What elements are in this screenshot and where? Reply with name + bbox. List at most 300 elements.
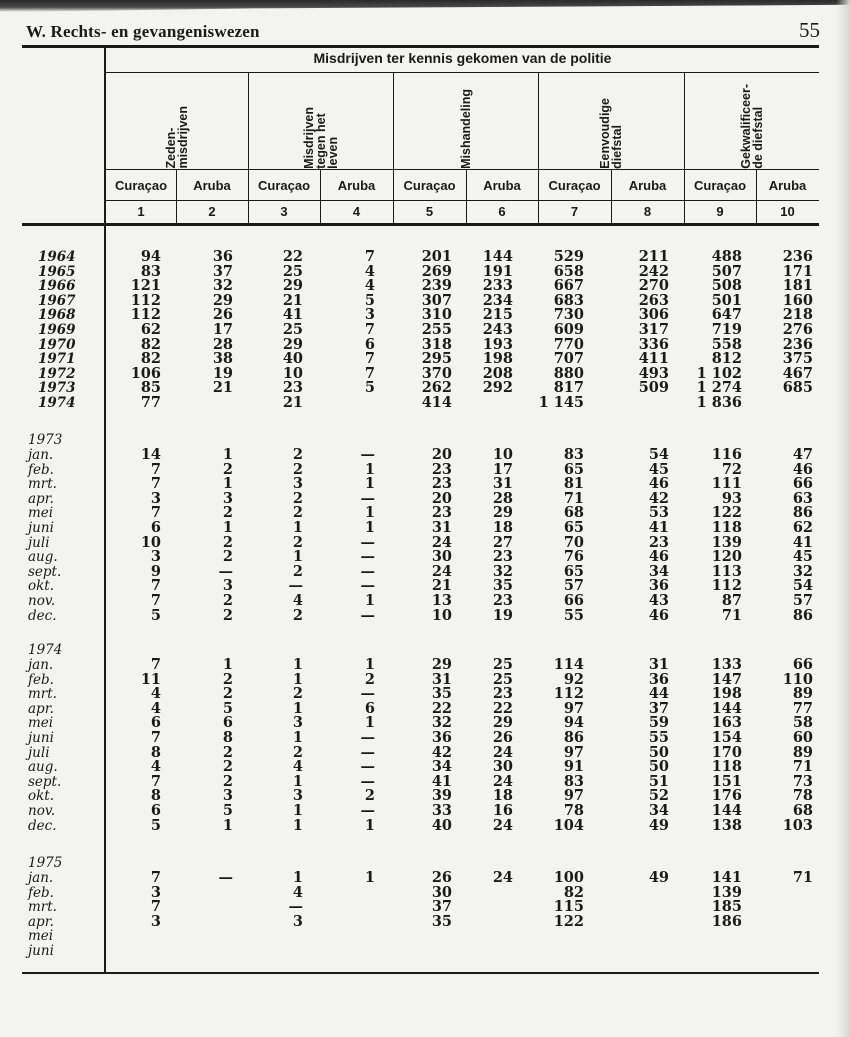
section-year-label: 1974	[28, 642, 63, 658]
table-cell: 1	[292, 772, 303, 790]
table-cell: 42	[648, 489, 669, 507]
table-cell: 7	[150, 577, 161, 595]
table-cell: 3	[222, 577, 233, 595]
table-cell: 93	[721, 489, 742, 507]
table-row	[22, 670, 819, 688]
table-cell: 2	[292, 504, 303, 522]
row-label: juli	[28, 744, 50, 761]
table-cell: 82	[563, 883, 584, 901]
group-header-label: Mishandeling	[458, 89, 473, 169]
table-cell: 83	[563, 446, 584, 463]
table-cell: 68	[792, 801, 813, 819]
scan-edge-shadow	[0, 0, 850, 12]
table-row	[22, 687, 819, 702]
table-cell: 25	[492, 656, 513, 673]
table-cell: 63	[792, 489, 813, 507]
table-cell: 77	[140, 393, 161, 411]
table-cell: 2	[292, 460, 303, 478]
table-cell: 3	[150, 912, 161, 930]
table-cell: 23	[282, 379, 303, 397]
table-cell: 3	[292, 912, 303, 930]
table-cell: 111	[711, 475, 742, 493]
table-cell: 77	[792, 699, 813, 717]
table-cell: 1	[222, 446, 233, 463]
table-cell: 46	[792, 460, 813, 478]
row-label: juni	[28, 729, 54, 746]
table-cell: 239	[421, 277, 452, 295]
table-cell: —	[360, 548, 375, 566]
table-row	[22, 591, 819, 609]
table-cell: 49	[648, 869, 669, 886]
table-cell: 24	[492, 772, 513, 790]
table-cell: —	[218, 869, 233, 886]
table-cell: —	[360, 758, 375, 776]
table-cell: 120	[711, 548, 742, 566]
table-cell: 97	[563, 743, 584, 761]
table-cell: 62	[140, 320, 161, 338]
table-row	[22, 816, 819, 834]
table-cell: 41	[431, 772, 452, 790]
table-row	[22, 728, 819, 746]
table-cell: 306	[638, 306, 669, 324]
table-cell: 29	[282, 277, 303, 295]
table-cell: 151	[711, 772, 742, 790]
table-cell: 5	[150, 606, 161, 624]
table-cell: 112	[130, 306, 161, 324]
row-label: 1970	[38, 336, 76, 353]
row-label: okt.	[28, 788, 55, 805]
table-cell: 81	[563, 475, 584, 493]
table-cell: 1	[292, 816, 303, 834]
table-cell: 10	[431, 606, 452, 624]
table-cell: 29	[282, 335, 303, 353]
table-cell: 3	[292, 714, 303, 732]
table-cell: 17	[492, 460, 513, 478]
column-number: 6	[498, 204, 506, 219]
table-cell: 22	[431, 699, 452, 717]
table-cell: 57	[563, 577, 584, 595]
table-cell: 42	[431, 743, 452, 761]
table-cell: 3	[222, 787, 233, 805]
table-cell: —	[360, 577, 375, 595]
table-cell: 4	[150, 699, 161, 717]
table-cell: 2	[222, 504, 233, 522]
table-row	[22, 743, 819, 761]
row-label: apr.	[28, 490, 54, 507]
table-row	[22, 460, 819, 478]
row-label: 1971	[38, 351, 76, 368]
table-cell: 71	[563, 489, 584, 507]
table-row	[22, 944, 819, 959]
table-cell: 6	[150, 801, 161, 819]
table-cell: 83	[563, 772, 584, 790]
table-cell: 36	[648, 670, 669, 688]
table-cell: 1	[292, 656, 303, 673]
table-row	[22, 716, 819, 731]
table-cell: 1	[292, 670, 303, 688]
table-cell: 106	[130, 364, 161, 382]
table-cell: 1	[364, 816, 375, 834]
table-cell: 78	[792, 787, 813, 805]
table-cell: 83	[140, 262, 161, 280]
table-cell: 21	[282, 291, 303, 309]
table-cell: 10	[282, 364, 303, 382]
table-cell: 292	[482, 379, 513, 397]
table-cell: 2	[292, 489, 303, 507]
table-cell: 2	[292, 743, 303, 761]
table-cell: 307	[421, 291, 452, 309]
table-cell: 186	[711, 912, 742, 930]
table-cell: 25	[282, 262, 303, 280]
table-cell: 176	[711, 787, 742, 805]
table-cell: 647	[711, 306, 742, 324]
row-label: 1973	[38, 380, 76, 397]
table-cell: —	[360, 685, 375, 703]
table-cell: 21	[212, 379, 233, 397]
table-cell: 198	[711, 685, 742, 703]
column-divider	[176, 170, 177, 223]
table-cell: 72	[721, 460, 742, 478]
table-cell: 1	[222, 816, 233, 834]
table-cell: —	[360, 533, 375, 551]
table-cell: 2	[222, 772, 233, 790]
row-label: okt.	[28, 578, 55, 595]
table-cell: 33	[431, 801, 452, 819]
table-cell: —	[360, 743, 375, 761]
table-cell: 270	[638, 277, 669, 295]
running-title: W. Rechts- en gevangeniswezen	[26, 22, 260, 41]
table-cell: 667	[553, 277, 584, 295]
table-cell: 6	[222, 714, 233, 732]
row-label: sept.	[28, 563, 62, 580]
table-row	[22, 477, 819, 492]
table-cell: 85	[140, 379, 161, 397]
table-cell: 310	[421, 306, 452, 324]
table-cell: 30	[431, 548, 452, 566]
table-cell: 49	[648, 816, 669, 834]
row-label: jan.	[28, 657, 54, 673]
table-cell: 2	[364, 787, 375, 805]
row-label: mei	[28, 505, 54, 522]
table-cell: 5	[364, 379, 375, 397]
table-cell: 14	[140, 446, 161, 463]
table-cell: 52	[648, 787, 669, 805]
table-cell: 44	[648, 685, 669, 703]
table-cell: 2	[222, 460, 233, 478]
table-cell: 46	[648, 475, 669, 493]
table-row	[22, 699, 819, 717]
table-cell: 208	[482, 364, 513, 382]
group-divider	[684, 73, 685, 169]
table-cell: 243	[482, 320, 513, 338]
bottom-rule	[22, 972, 819, 974]
table-cell: 41	[792, 533, 813, 551]
table-cell: 6	[364, 699, 375, 717]
group-divider	[393, 73, 394, 169]
column-number: 7	[570, 204, 579, 219]
table-row	[22, 489, 819, 507]
table-cell: 53	[648, 504, 669, 522]
table-cell: 336	[638, 335, 669, 353]
table-cell: 2	[364, 670, 375, 688]
row-label: aug.	[28, 549, 58, 566]
table-row	[22, 871, 819, 886]
table-cell: 21	[282, 393, 303, 411]
column-divider	[538, 170, 539, 223]
table-cell: 31	[492, 475, 513, 493]
table-cell: 76	[563, 548, 584, 566]
table-cell: 318	[421, 335, 452, 353]
table-row	[22, 929, 819, 944]
table-cell: 121	[130, 277, 161, 295]
table-cell: 493	[638, 364, 669, 382]
table-cell: —	[288, 898, 303, 916]
table-cell: 100	[553, 869, 584, 886]
table-cell: 1	[292, 728, 303, 746]
page-edge	[836, 0, 850, 1037]
table-row	[22, 579, 819, 594]
table-cell: 18	[492, 518, 513, 536]
table-cell: 71	[792, 869, 813, 886]
table-cell: 34	[648, 801, 669, 819]
table-cell: 38	[212, 350, 233, 368]
table-cell: 68	[563, 504, 584, 522]
table-cell: 295	[421, 350, 452, 368]
group-header-label: Zeden- misdrijven	[164, 106, 190, 169]
row-label: aug.	[28, 759, 58, 776]
row-label: 1964	[38, 249, 76, 265]
table-cell: 27	[492, 533, 513, 551]
table-cell: 35	[492, 577, 513, 595]
table-cell: 23	[492, 685, 513, 703]
subheader-cell: Curaçao	[693, 178, 747, 193]
table-cell: 242	[638, 262, 669, 280]
table-row	[22, 506, 819, 521]
table-section	[22, 250, 819, 411]
row-label: 1968	[38, 307, 76, 324]
table-cell: 7	[150, 475, 161, 493]
table-cell: 62	[792, 518, 813, 536]
table-cell: 817	[553, 379, 584, 397]
table-cell: 1	[292, 801, 303, 819]
table-cell: 7	[150, 656, 161, 673]
table-cell: 8	[150, 787, 161, 805]
table-cell: 55	[563, 606, 584, 624]
table-section	[22, 856, 819, 959]
column-divider	[466, 170, 467, 223]
table-cell: 24	[492, 816, 513, 834]
group-header-label: Gekwalificeer- de diefstal	[738, 84, 765, 169]
row-label: feb.	[28, 461, 54, 478]
table-cell: 147	[711, 670, 742, 688]
table-cell: 1	[364, 869, 375, 886]
table-cell: 19	[492, 606, 513, 624]
row-label: 1967	[38, 292, 76, 309]
page-number: 55	[799, 18, 820, 42]
table-cell: 233	[482, 277, 513, 295]
subheader-cell: Curaçao	[257, 178, 311, 193]
table-cell: 122	[553, 912, 584, 930]
table-cell: 218	[782, 306, 813, 324]
table-cell: 66	[563, 591, 584, 609]
table-cell: 43	[648, 591, 669, 609]
table-cell: 86	[792, 606, 813, 624]
table-cell: 7	[150, 591, 161, 609]
table-cell: 65	[563, 562, 584, 580]
table-cell: 211	[638, 248, 669, 265]
table-cell: —	[288, 577, 303, 595]
table-cell: 8	[222, 728, 233, 746]
table-cell: 78	[563, 801, 584, 819]
table-cell: 5	[364, 291, 375, 309]
table-cell: 1 145	[538, 393, 584, 411]
table-cell: 2	[292, 446, 303, 463]
subheader-cell: Curaçao	[114, 178, 168, 193]
table-cell: 193	[482, 335, 513, 353]
table-cell: —	[360, 772, 375, 790]
column-divider	[611, 170, 612, 223]
table-cell: 10	[492, 446, 513, 463]
table-cell: 236	[782, 335, 813, 353]
table-cell: —	[218, 562, 233, 580]
table-cell: 3	[150, 489, 161, 507]
subheader-cell: Curaçao	[403, 178, 456, 193]
table-cell: 880	[553, 364, 584, 382]
table-cell: 24	[431, 533, 452, 551]
table-cell: 24	[431, 562, 452, 580]
row-label: feb.	[28, 884, 54, 901]
section-year-label: 1975	[28, 855, 63, 871]
row-label: 1966	[38, 278, 76, 295]
table-cell: 20	[431, 489, 452, 507]
table-cell: —	[360, 489, 375, 507]
table-cell: 110	[782, 670, 813, 688]
table-cell: 40	[282, 350, 303, 368]
table-cell: 36	[212, 248, 233, 265]
table-cell: 6	[150, 518, 161, 536]
table-cell: 6	[364, 335, 375, 353]
table-cell: 7	[150, 898, 161, 916]
table-cell: 9	[150, 562, 161, 580]
table-cell: 163	[711, 714, 742, 732]
table-cell: 269	[421, 262, 452, 280]
column-number: 1	[137, 204, 145, 219]
table-cell: 91	[563, 758, 584, 776]
table-cell: 1 274	[696, 379, 742, 397]
table-cell: 23	[431, 460, 452, 478]
table-cell: 54	[792, 577, 813, 595]
table-cell: 23	[492, 591, 513, 609]
table-cell: 71	[792, 758, 813, 776]
table-cell: 3	[292, 787, 303, 805]
table-cell: 32	[431, 714, 452, 732]
table-cell: 7	[364, 364, 375, 382]
row-label: jan.	[28, 447, 54, 463]
table-cell: 24	[492, 869, 513, 886]
table-cell: 263	[638, 291, 669, 309]
table-cell: 26	[492, 728, 513, 746]
group-header	[106, 73, 248, 169]
table-cell: 7	[364, 248, 375, 265]
table-cell: 276	[782, 320, 813, 338]
table-cell: 370	[421, 364, 452, 382]
table-cell: 112	[711, 577, 742, 595]
table-cell: 1	[364, 714, 375, 732]
table-cell: 3	[150, 883, 161, 901]
table-cell: 51	[648, 772, 669, 790]
table-cell: 37	[431, 898, 452, 916]
table-cell: 34	[648, 562, 669, 580]
group-divider	[248, 73, 249, 169]
table-section	[22, 643, 819, 833]
row-label: dec.	[28, 607, 57, 624]
table-cell: 215	[482, 306, 513, 324]
table-cell: 35	[431, 912, 452, 930]
table-cell: 50	[648, 758, 669, 776]
table-cell: 86	[792, 504, 813, 522]
table-cell: 32	[212, 277, 233, 295]
table-cell: 58	[792, 714, 813, 732]
table-cell: 7	[150, 772, 161, 790]
table-cell: 89	[792, 685, 813, 703]
table-cell: 3	[292, 475, 303, 493]
table-section	[22, 433, 819, 623]
table-cell: 4	[150, 758, 161, 776]
table-cell: 2	[292, 685, 303, 703]
subheader-cell: Aruba	[193, 178, 231, 193]
table-cell: 65	[563, 518, 584, 536]
table-cell: 4	[364, 262, 375, 280]
table-cell: 17	[212, 320, 233, 338]
table-cell: 707	[553, 350, 584, 368]
table-cell: 5	[222, 801, 233, 819]
table-cell: 7	[150, 869, 161, 886]
row-label: mei	[28, 715, 54, 732]
table-cell: 5	[222, 699, 233, 717]
table-cell: 115	[553, 898, 584, 916]
table-cell: 66	[792, 475, 813, 493]
group-divider	[538, 73, 539, 169]
table-cell: 22	[282, 248, 303, 265]
table-cell: 25	[492, 670, 513, 688]
table-cell: 509	[638, 379, 669, 397]
group-header	[684, 73, 819, 169]
group-header	[538, 73, 684, 169]
table-cell: 97	[563, 787, 584, 805]
table-cell: 29	[492, 714, 513, 732]
table-cell: 508	[711, 277, 742, 295]
table-cell: 22	[492, 699, 513, 717]
subheader-cell: Aruba	[768, 178, 807, 193]
subheader-cell: Aruba	[337, 178, 376, 193]
table-cell: 45	[648, 460, 669, 478]
group-header	[393, 73, 538, 169]
table-cell: 139	[711, 533, 742, 551]
row-label: 1974	[38, 394, 76, 411]
table-cell: 234	[482, 291, 513, 309]
table-cell: —	[360, 728, 375, 746]
table-cell: 3	[364, 306, 375, 324]
table-cell: 29	[492, 504, 513, 522]
table-cell: 45	[792, 548, 813, 566]
table-cell: 2	[292, 606, 303, 624]
table-cell: 112	[130, 291, 161, 309]
table-cell: 50	[648, 743, 669, 761]
table-cell: 4	[292, 883, 303, 901]
table-cell: 36	[648, 577, 669, 595]
table-cell: 1 102	[696, 364, 742, 382]
table-cell: 66	[792, 656, 813, 673]
